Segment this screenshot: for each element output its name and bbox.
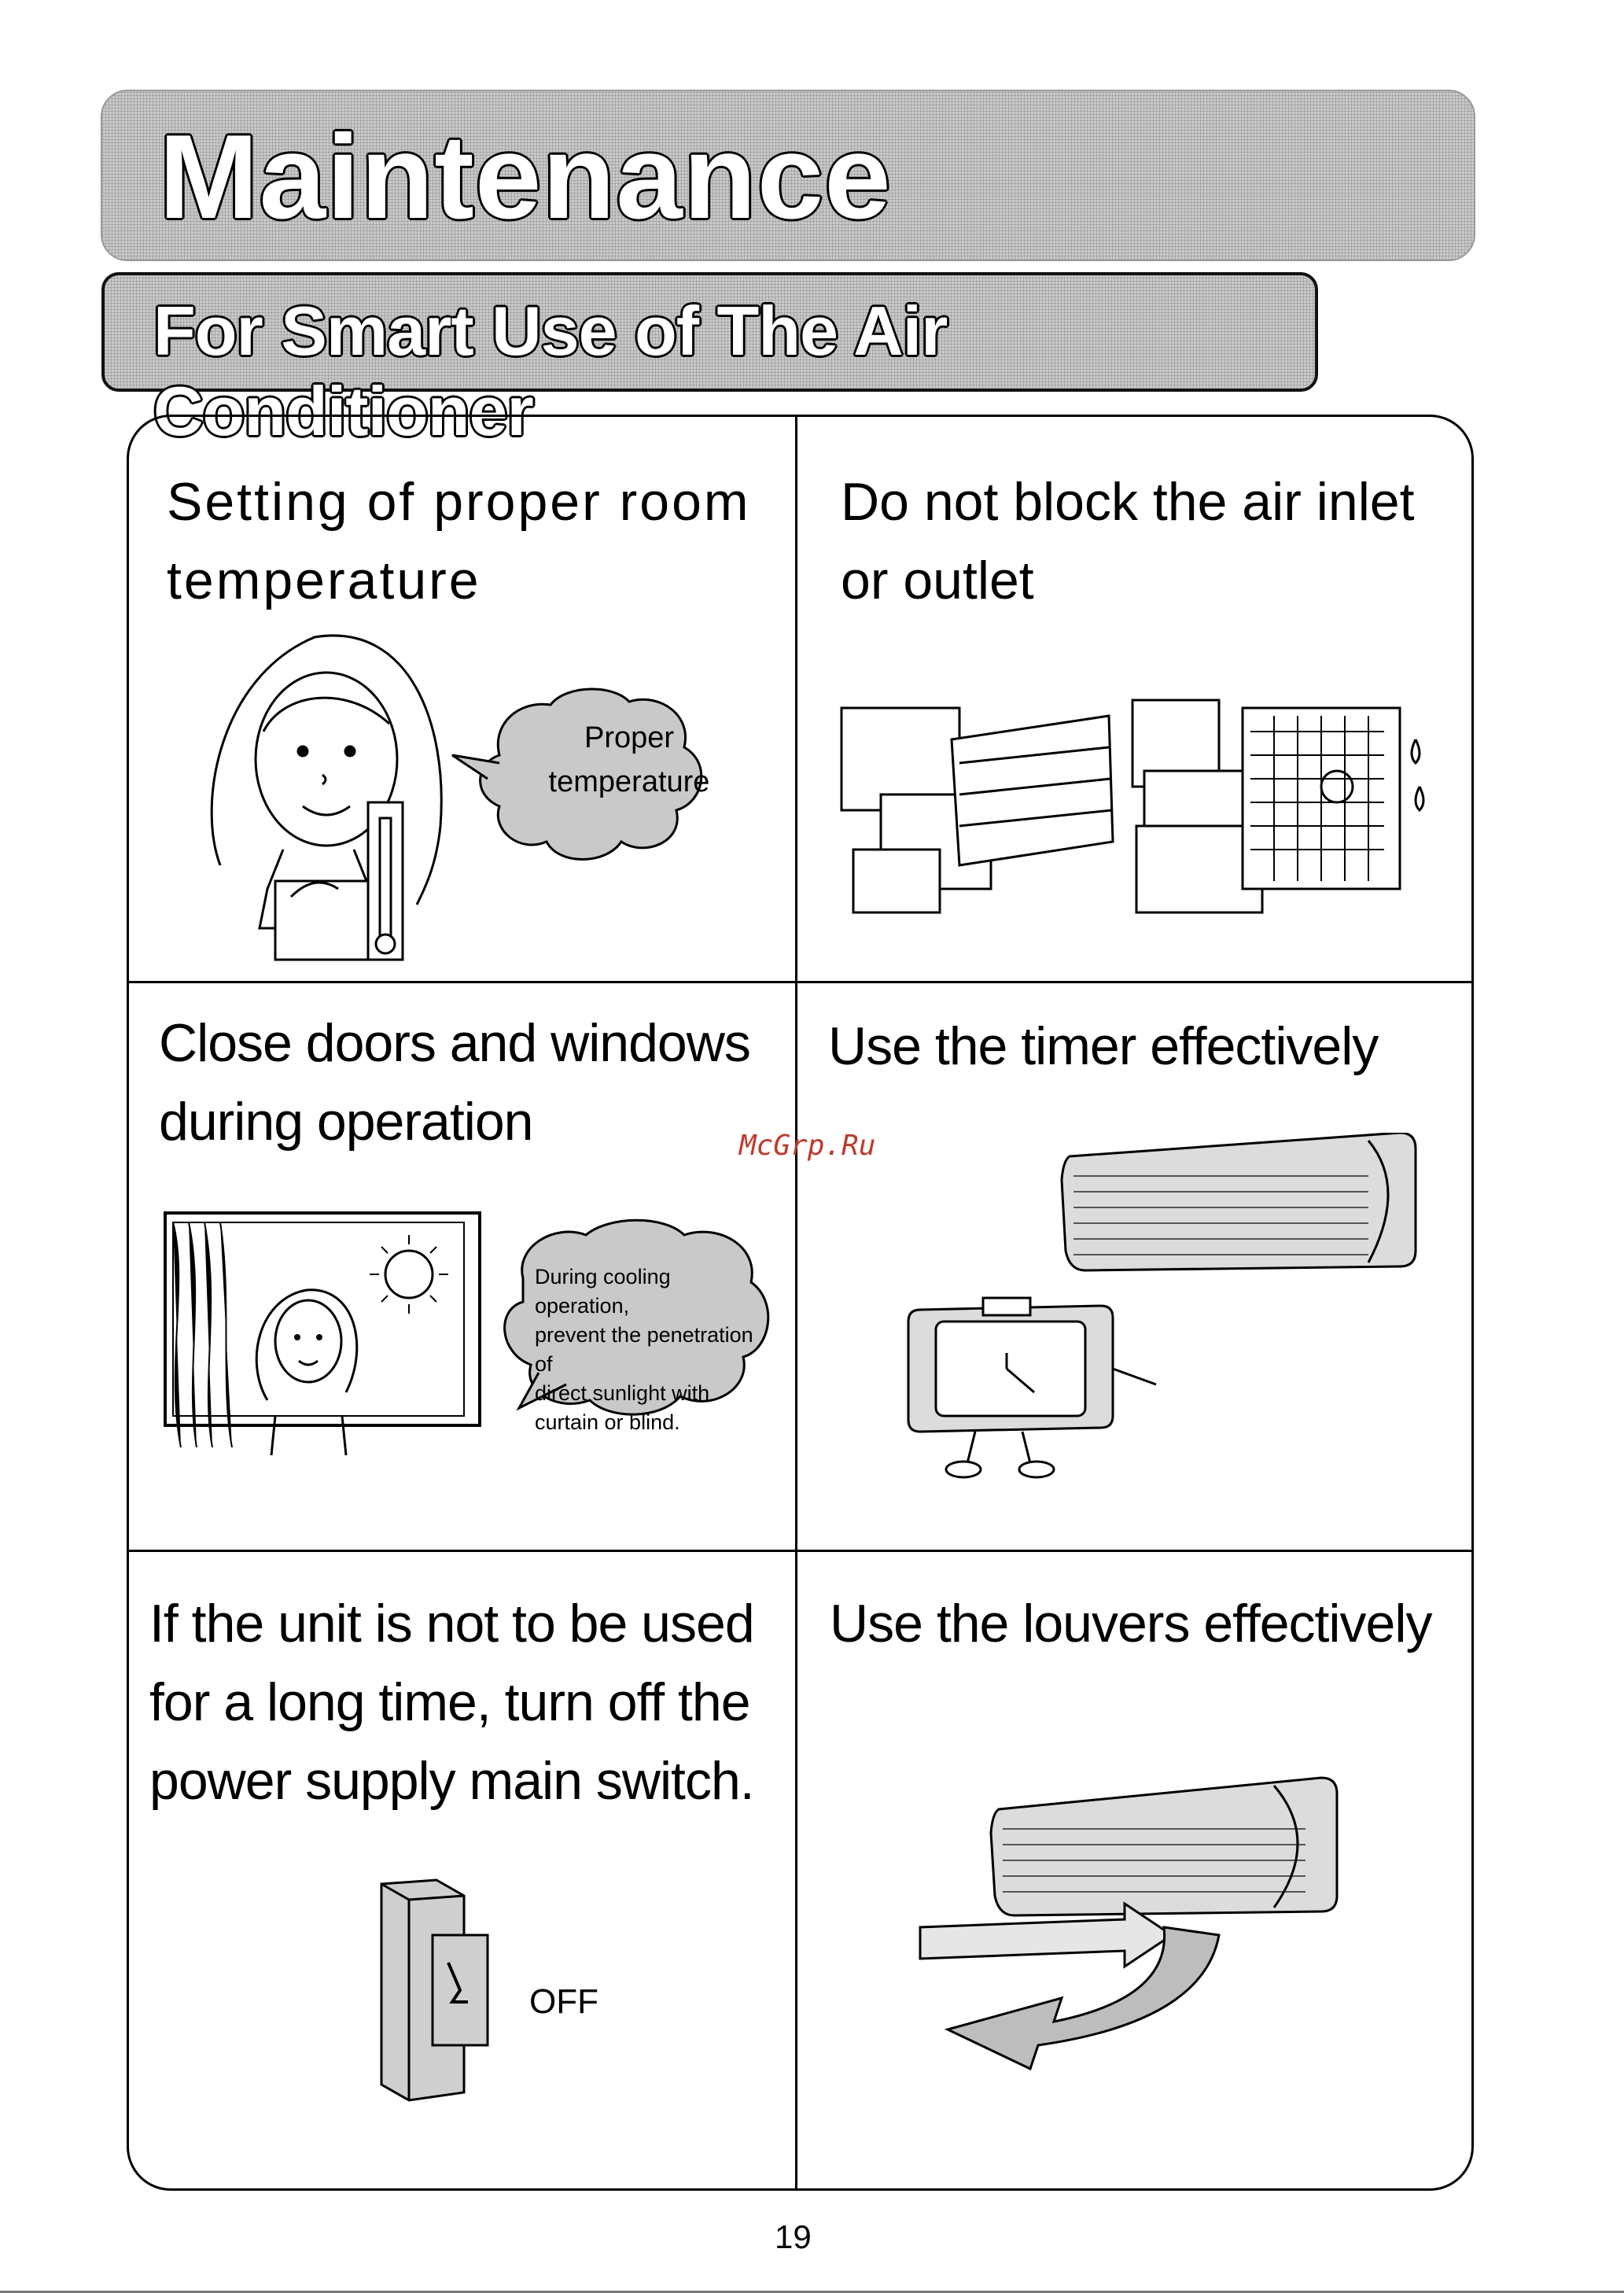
- tip-title-louvers: Use the louvers effectively: [830, 1594, 1432, 1653]
- page-title: Maintenance: [159, 110, 892, 244]
- tip-title-power-switch: If the unit is not to be used for a long time, turn off the power supply main switch.: [149, 1594, 754, 1811]
- tip-title-doors-windows: Close doors and windows during operation: [159, 1013, 750, 1152]
- louvers-illustration: [912, 1770, 1353, 2085]
- blocked-units-illustration: [834, 684, 1455, 920]
- section-title: For Smart Use of The Air Conditioner: [153, 292, 948, 450]
- power-switch-illustration: [374, 1876, 515, 2104]
- girl-window-illustration: [157, 1211, 488, 1463]
- watermark: McGrp.Ru: [739, 1130, 876, 1162]
- bubble-sunlight-advice: During cooling operation, prevent the penetration of direct sunlight with curtain or blind.: [535, 1265, 753, 1434]
- subtitle-banner: [101, 272, 1318, 450]
- tip-title-room-temperature: Setting of proper room temperature: [167, 472, 751, 610]
- page-number: 19: [775, 2218, 812, 2255]
- timer-illustration: [897, 1133, 1431, 1487]
- bubble-proper-temperature: Proper temperature: [548, 721, 710, 798]
- title-banner: [101, 90, 1475, 261]
- tip-title-timer: Use the timer effectively: [828, 1016, 1379, 1076]
- tip-title-air-inlet: Do not block the air inlet or outlet: [841, 472, 1415, 610]
- switch-off-label: OFF: [529, 1982, 598, 2021]
- grid-divider-row-2: [127, 1550, 1474, 1552]
- grid-divider-row-1: [127, 981, 1474, 983]
- grid-divider-vertical: [795, 415, 797, 2191]
